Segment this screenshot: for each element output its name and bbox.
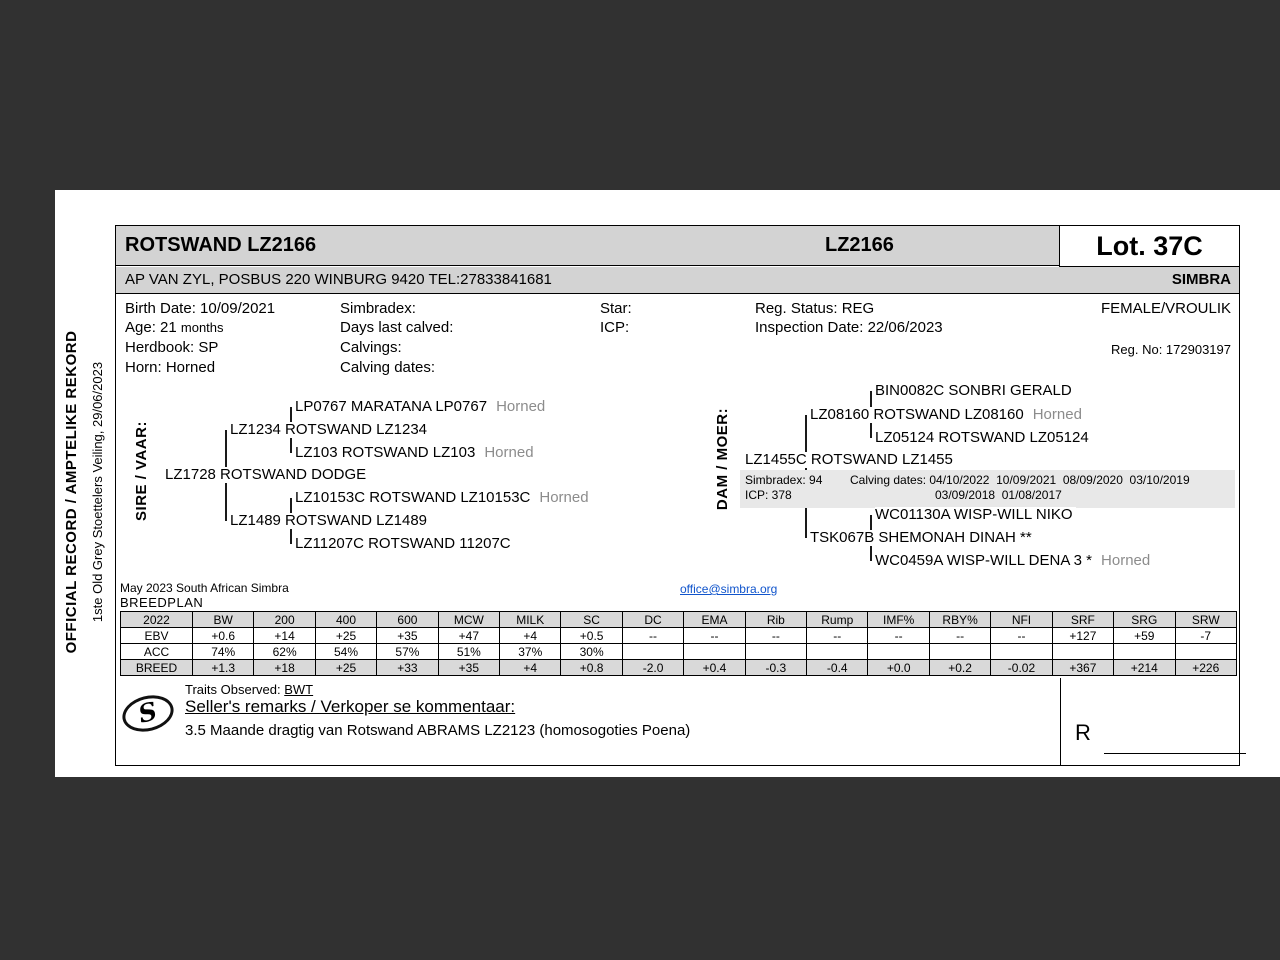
issue-line: May 2023 South African Simbra [120,581,289,595]
ebv-cell [1052,644,1113,660]
ebv-cell: +1.3 [193,660,254,676]
ebv-header-row [121,612,1237,628]
ebv-cell: 37% [500,644,561,660]
breed-row [121,660,1237,676]
age-value: Age: 21 [125,319,177,336]
ebv-row-label: ACC [121,644,193,660]
herdbook: Herdbook: SP [125,339,219,356]
animal-text: LZ08160 ROTSWAND LZ08160 [810,406,1024,423]
dam-icp: ICP: 378 [745,488,792,502]
ebv-cell [1114,644,1175,660]
ebv-cell: +35 [377,628,438,644]
reg-no: Reg. No: 172903197 [1111,342,1231,357]
animal-text: LZ10153C ROTSWAND LZ10153C [295,489,531,506]
ebv-cell: +0.5 [561,628,622,644]
ebv-cell: +59 [1114,628,1175,644]
ebv-header-cell: SC [561,612,622,628]
simbradex-label: Simbradex: [340,300,416,317]
ebv-cell: -7 [1175,628,1237,644]
horn-status: Horn: Horned [125,359,216,376]
ebv-cell: -2.0 [622,660,683,676]
owner-line: AP VAN ZYL, POSBUS 220 WINBURG 9420 TEL:27833841681 [125,271,552,288]
ebv-cell: -0.4 [807,660,868,676]
breedplan-label: BREEDPLAN [120,595,204,610]
logo-letter: S [135,696,161,729]
simbra-s-logo [119,690,178,737]
price-currency: R [1075,720,1091,745]
sire-vaar-label: SIRE / VAAR: [133,421,150,521]
ebv-cell: 62% [254,644,315,660]
ebv-header-cell: MCW [438,612,499,628]
dam-grandsire-2: WC01130A WISP-WILL NIKO [875,507,1076,523]
ebv-cell: +14 [254,628,315,644]
ebv-header-cell: RBY% [929,612,990,628]
price-blank-line [1104,753,1246,754]
ebv-cell: 51% [438,644,499,660]
reg-status: Reg. Status: REG [755,300,875,317]
ebv-cell [745,644,806,660]
lot-card [115,225,1240,766]
ebv-cell: +18 [254,660,315,676]
ebv-header-cell: IMF% [868,612,929,628]
ebv-cell: +47 [438,628,499,644]
ebv-header-cell: NFI [991,612,1052,628]
ebv-header-cell: 2022 [121,612,193,628]
ebv-cell: -- [745,628,806,644]
official-record-vertical-text: OFFICIAL RECORD / AMPTELIKE REKORD [63,330,80,654]
ebv-header-cell: SRF [1052,612,1113,628]
ebv-row-label: EBV [121,628,193,644]
horned-note: Horned [484,444,534,461]
ebv-cell: +35 [438,660,499,676]
traits-value: BWT [284,682,314,697]
dam-calving-dates-line2: 03/09/2018 01/08/2017 [935,488,1062,502]
lot-number: Lot. 37C [1096,230,1203,261]
ebv-header-cell: 400 [315,612,376,628]
sale-event-vertical-text: 1ste Old Grey Stoettelers Veiling, 29/06/2023 [90,361,105,623]
ebv-cell: +127 [1052,628,1113,644]
ebv-cell: +367 [1052,660,1113,676]
ebv-cell: +0.2 [929,660,990,676]
horned-note: Horned [1101,552,1151,569]
ebv-cell: +25 [315,628,376,644]
age-unit: months [180,320,224,335]
seller-remarks-heading: Seller's remarks / Verkoper se kommentaar: [185,697,516,716]
sire-granddam-2: LZ11207C ROTSWAND 11207C [295,536,514,552]
ebv-cell: -- [622,628,683,644]
calvings-label: Calvings: [340,339,402,356]
animal-text: WC0459A WISP-WILL DENA 3 * [875,552,1093,569]
ebv-cell: +4 [500,628,561,644]
ebv-cell: +0.4 [684,660,745,676]
ebv-table [120,611,1237,676]
age [125,319,224,336]
sire-sire: LZ1234 ROTSWAND LZ1234 [230,422,430,438]
ebv-header-cell: SRG [1114,612,1175,628]
ebv-cell: +33 [377,660,438,676]
icp-label: ICP: [600,319,630,336]
animal-text: LP0767 MARATANA LP0767 [295,398,488,415]
inspection-date: Inspection Date: 22/06/2023 [755,319,943,336]
dam-moer-label: DAM / MOER: [714,407,731,511]
ebv-cell: +25 [315,660,376,676]
ebv-header-cell: 200 [254,612,315,628]
lot-box [1059,226,1239,267]
traits-observed [185,682,313,697]
dam-grandsire-1: BIN0082C SONBRI GERALD [875,383,1075,399]
ebv-cell: 74% [193,644,254,660]
ebv-cell: +214 [1114,660,1175,676]
sire-main: LZ1728 ROTSWAND DODGE [165,467,369,483]
ebv-cell: 30% [561,644,622,660]
ebv-cell: +0.6 [193,628,254,644]
ebv-cell: -- [991,628,1052,644]
dam-simbradex: Simbradex: 94 [745,473,823,487]
sire-grandsire-2 [295,490,592,506]
sex-label: FEMALE/VROULIK [1100,300,1231,317]
price-box-divider [1060,678,1061,765]
ebv-cell: -0.3 [745,660,806,676]
horned-note: Horned [1032,406,1082,423]
acc-row [121,644,1237,660]
ebv-cell: +226 [1175,660,1237,676]
ebv-cell: -- [684,628,745,644]
ebv-header-cell: Rib [745,612,806,628]
email-link[interactable]: office@simbra.org [680,582,778,596]
ebv-cell: -- [807,628,868,644]
ebv-cell: +0.8 [561,660,622,676]
ebv-cell [622,644,683,660]
animal-name: ROTSWAND LZ2166 [125,234,317,256]
ebv-header-cell: EMA [684,612,745,628]
horned-note: Horned [496,398,546,415]
dam-dam: TSK067B SHEMONAH DINAH ** [810,530,1035,546]
animal-text: LZ103 ROTSWAND LZ103 [295,444,476,461]
ebv-header-cell: 600 [377,612,438,628]
sire-dam: LZ1489 ROTSWAND LZ1489 [230,513,430,529]
ebv-header-cell: BW [193,612,254,628]
dam-info-box [740,470,1235,508]
birth-date: Birth Date: 10/09/2021 [125,300,276,317]
ebv-cell [684,644,745,660]
star-label: Star: [600,300,632,317]
ebv-cell [868,644,929,660]
ebv-cell [991,644,1052,660]
dam-sire [810,407,1085,423]
ebv-row [121,628,1237,644]
breed-label: SIMBRA [1171,271,1231,288]
ebv-cell [807,644,868,660]
seller-remarks-text: 3.5 Maande dragtig van Rotswand ABRAMS LZ2123 (homosogoties Poena) [185,722,691,739]
ebv-cell: +4 [500,660,561,676]
sire-grandsire-1 [295,399,548,415]
ebv-cell: -- [929,628,990,644]
ebv-cell: -- [868,628,929,644]
ebv-cell: 57% [377,644,438,660]
ebv-header-cell: MILK [500,612,561,628]
traits-label: Traits Observed: [185,682,281,697]
dam-calving-dates-line1: Calving dates: 04/10/2022 10/09/2021 08/09/2020 03/10/2019 [850,473,1190,487]
ebv-header-cell: SRW [1175,612,1237,628]
ebv-header-cell: Rump [807,612,868,628]
ebv-cell: +0.0 [868,660,929,676]
ebv-cell: -0.02 [991,660,1052,676]
calving-dates-label: Calving dates: [340,359,436,376]
days-last-calved-label: Days last calved: [340,319,454,336]
dam-granddam-2 [875,553,1153,569]
dam-main: LZ1455C ROTSWAND LZ1455 [745,452,956,468]
dam-granddam-1: LZ05124 ROTSWAND LZ05124 [875,430,1092,446]
horned-note: Horned [539,489,589,506]
ebv-cell [929,644,990,660]
ebv-header-cell: DC [622,612,683,628]
ebv-cell [1175,644,1237,660]
animal-id: LZ2166 [825,234,894,256]
catalog-page [55,190,1280,777]
ebv-cell: 54% [315,644,376,660]
sire-granddam-1 [295,445,537,461]
ebv-row-label: BREED [121,660,193,676]
